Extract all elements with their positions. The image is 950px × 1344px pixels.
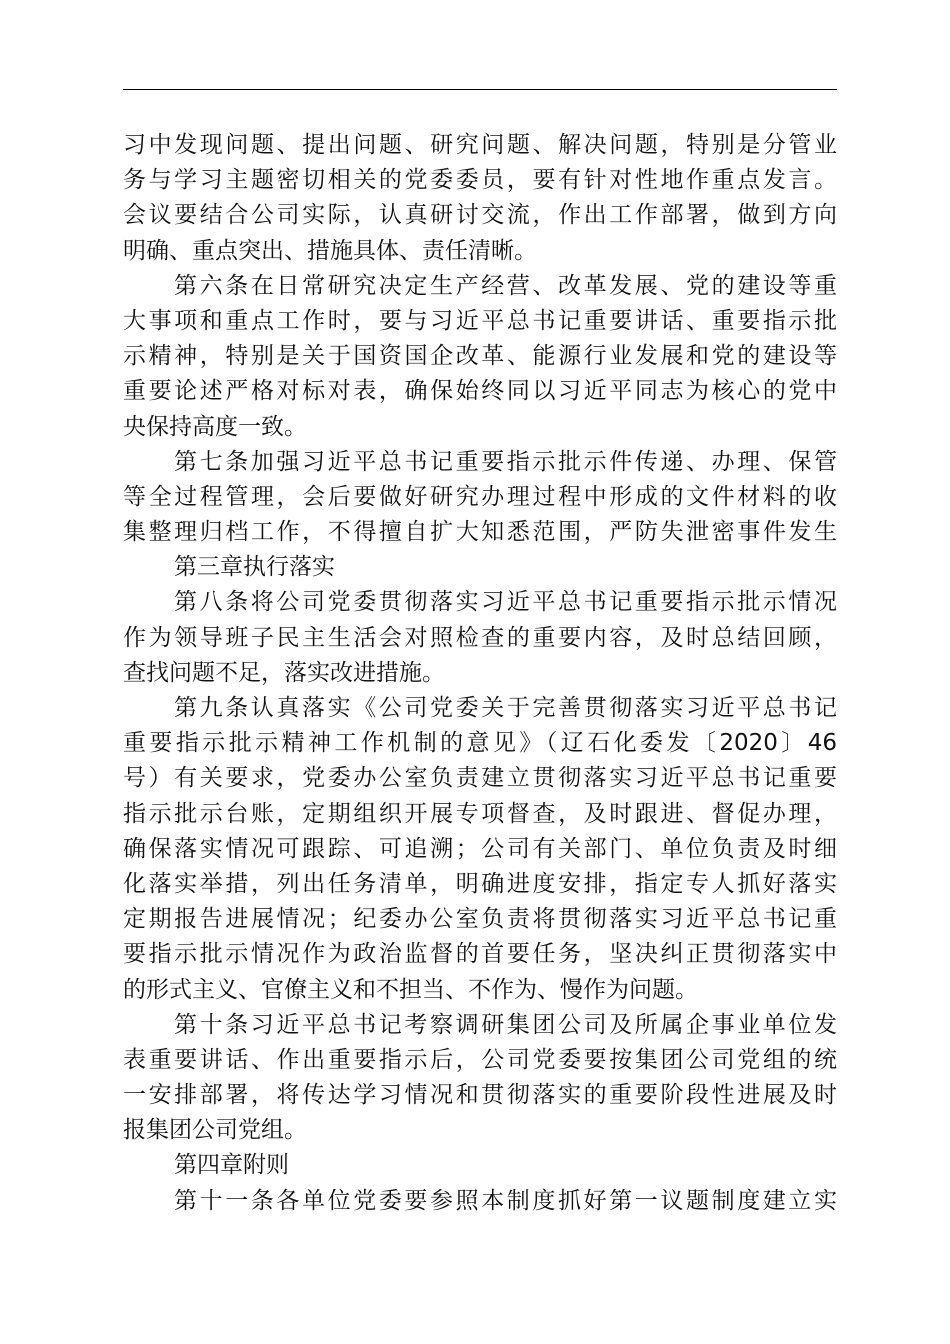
paragraph-article-6 xyxy=(123,269,837,445)
paragraph-continuation xyxy=(123,128,837,269)
text-line: 第十一条各单位党委要参照本制度抓好第一议题制度建立实 xyxy=(174,1187,837,1214)
text-line: 务与学习主题密切相关的党委委员，要有针对性地作重点发言。 xyxy=(123,167,837,194)
chapter-heading-3 xyxy=(123,550,837,585)
text-line: 定期报告进展情况；纪委办公室负责将贯彻落实习近平总书记重 xyxy=(123,906,837,933)
text-line: 号）有关要求，党委办公室负责建立贯彻落实习近平总书记重要 xyxy=(123,765,837,792)
chapter-heading-4 xyxy=(123,1148,837,1183)
text-line: 一安排部署，将传达学习情况和贯彻落实的重要阶段性进展及时 xyxy=(123,1082,837,1109)
text-line: 央保持高度一致。 xyxy=(123,413,307,440)
text-line: 第七条加强习近平总书记重要指示批示件传递、办理、保管 xyxy=(174,448,837,475)
text-line: 报集团公司党组。 xyxy=(123,1117,307,1144)
paragraph-article-7 xyxy=(123,445,837,551)
header-rule xyxy=(123,89,837,90)
text-line: 等全过程管理，会后要做好研究办理过程中形成的文件材料的收 xyxy=(123,483,837,510)
paragraph-article-8 xyxy=(123,585,837,691)
text-line: 第八条将公司党委贯彻落实习近平总书记重要指示批示情况 xyxy=(174,589,837,616)
paragraph-article-9 xyxy=(123,691,837,1008)
paragraph-article-10 xyxy=(123,1008,837,1149)
text-line: 表重要讲话、作出重要指示后，公司党委要按集团公司党组的统 xyxy=(123,1046,837,1073)
text-line: 第九条认真落实《公司党委关于完善贯彻落实习近平总书记 xyxy=(174,695,837,721)
text-line: 指示批示台账，定期组织开展专项督查，及时跟进、督促办理， xyxy=(123,800,837,827)
text-line: 会议要结合公司实际，认真研讨交流，作出工作部署，做到方向 xyxy=(123,202,837,229)
text-line: 重要指示批示精神工作机制的意见》（辽石化委发〔2020〕46 xyxy=(123,730,837,757)
text-line: 作为领导班子民主生活会对照检查的重要内容，及时总结回顾， xyxy=(123,624,837,651)
text-line: 查找问题不足，落实改进措施。 xyxy=(123,659,445,686)
text-line: 大事项和重点工作时，要与习近平总书记重要讲话、重要指示批 xyxy=(123,307,837,334)
text-line: 要指示批示情况作为政治监督的首要任务，坚决纠正贯彻落实中 xyxy=(123,941,837,968)
text-line: 第四章附则 xyxy=(174,1152,289,1179)
text-line: 示精神，特别是关于国资国企改革、能源行业发展和党的建设等 xyxy=(123,343,837,370)
document-body xyxy=(123,128,837,1219)
text-line: 习中发现问题、提出问题、研究问题、解决问题，特别是分管业 xyxy=(123,132,837,158)
text-line: 集整理归档工作，不得擅自扩大知悉范围，严防失泄密事件发生 xyxy=(123,519,837,546)
text-line: 第六条在日常研究决定生产经营、改革发展、党的建设等重 xyxy=(174,272,837,299)
text-line: 重要论述严格对标对表，确保始终同以习近平同志为核心的党中 xyxy=(123,378,837,405)
text-line: 确保落实情况可跟踪、可追溯；公司有关部门、单位负责及时细 xyxy=(123,835,837,862)
text-line: 明确、重点突出、措施具体、责任清晰。 xyxy=(123,237,537,264)
text-line: 的形式主义、官僚主义和不担当、不作为、慢作为问题。 xyxy=(123,976,698,1003)
text-line: 化落实举措，列出任务清单，明确进度安排，指定专人抓好落实 xyxy=(123,870,837,897)
text-line: 第三章执行落实 xyxy=(174,554,335,581)
text-line: 第十条习近平总书记考察调研集团公司及所属企事业单位发 xyxy=(174,1011,837,1038)
paragraph-article-11 xyxy=(123,1184,837,1219)
